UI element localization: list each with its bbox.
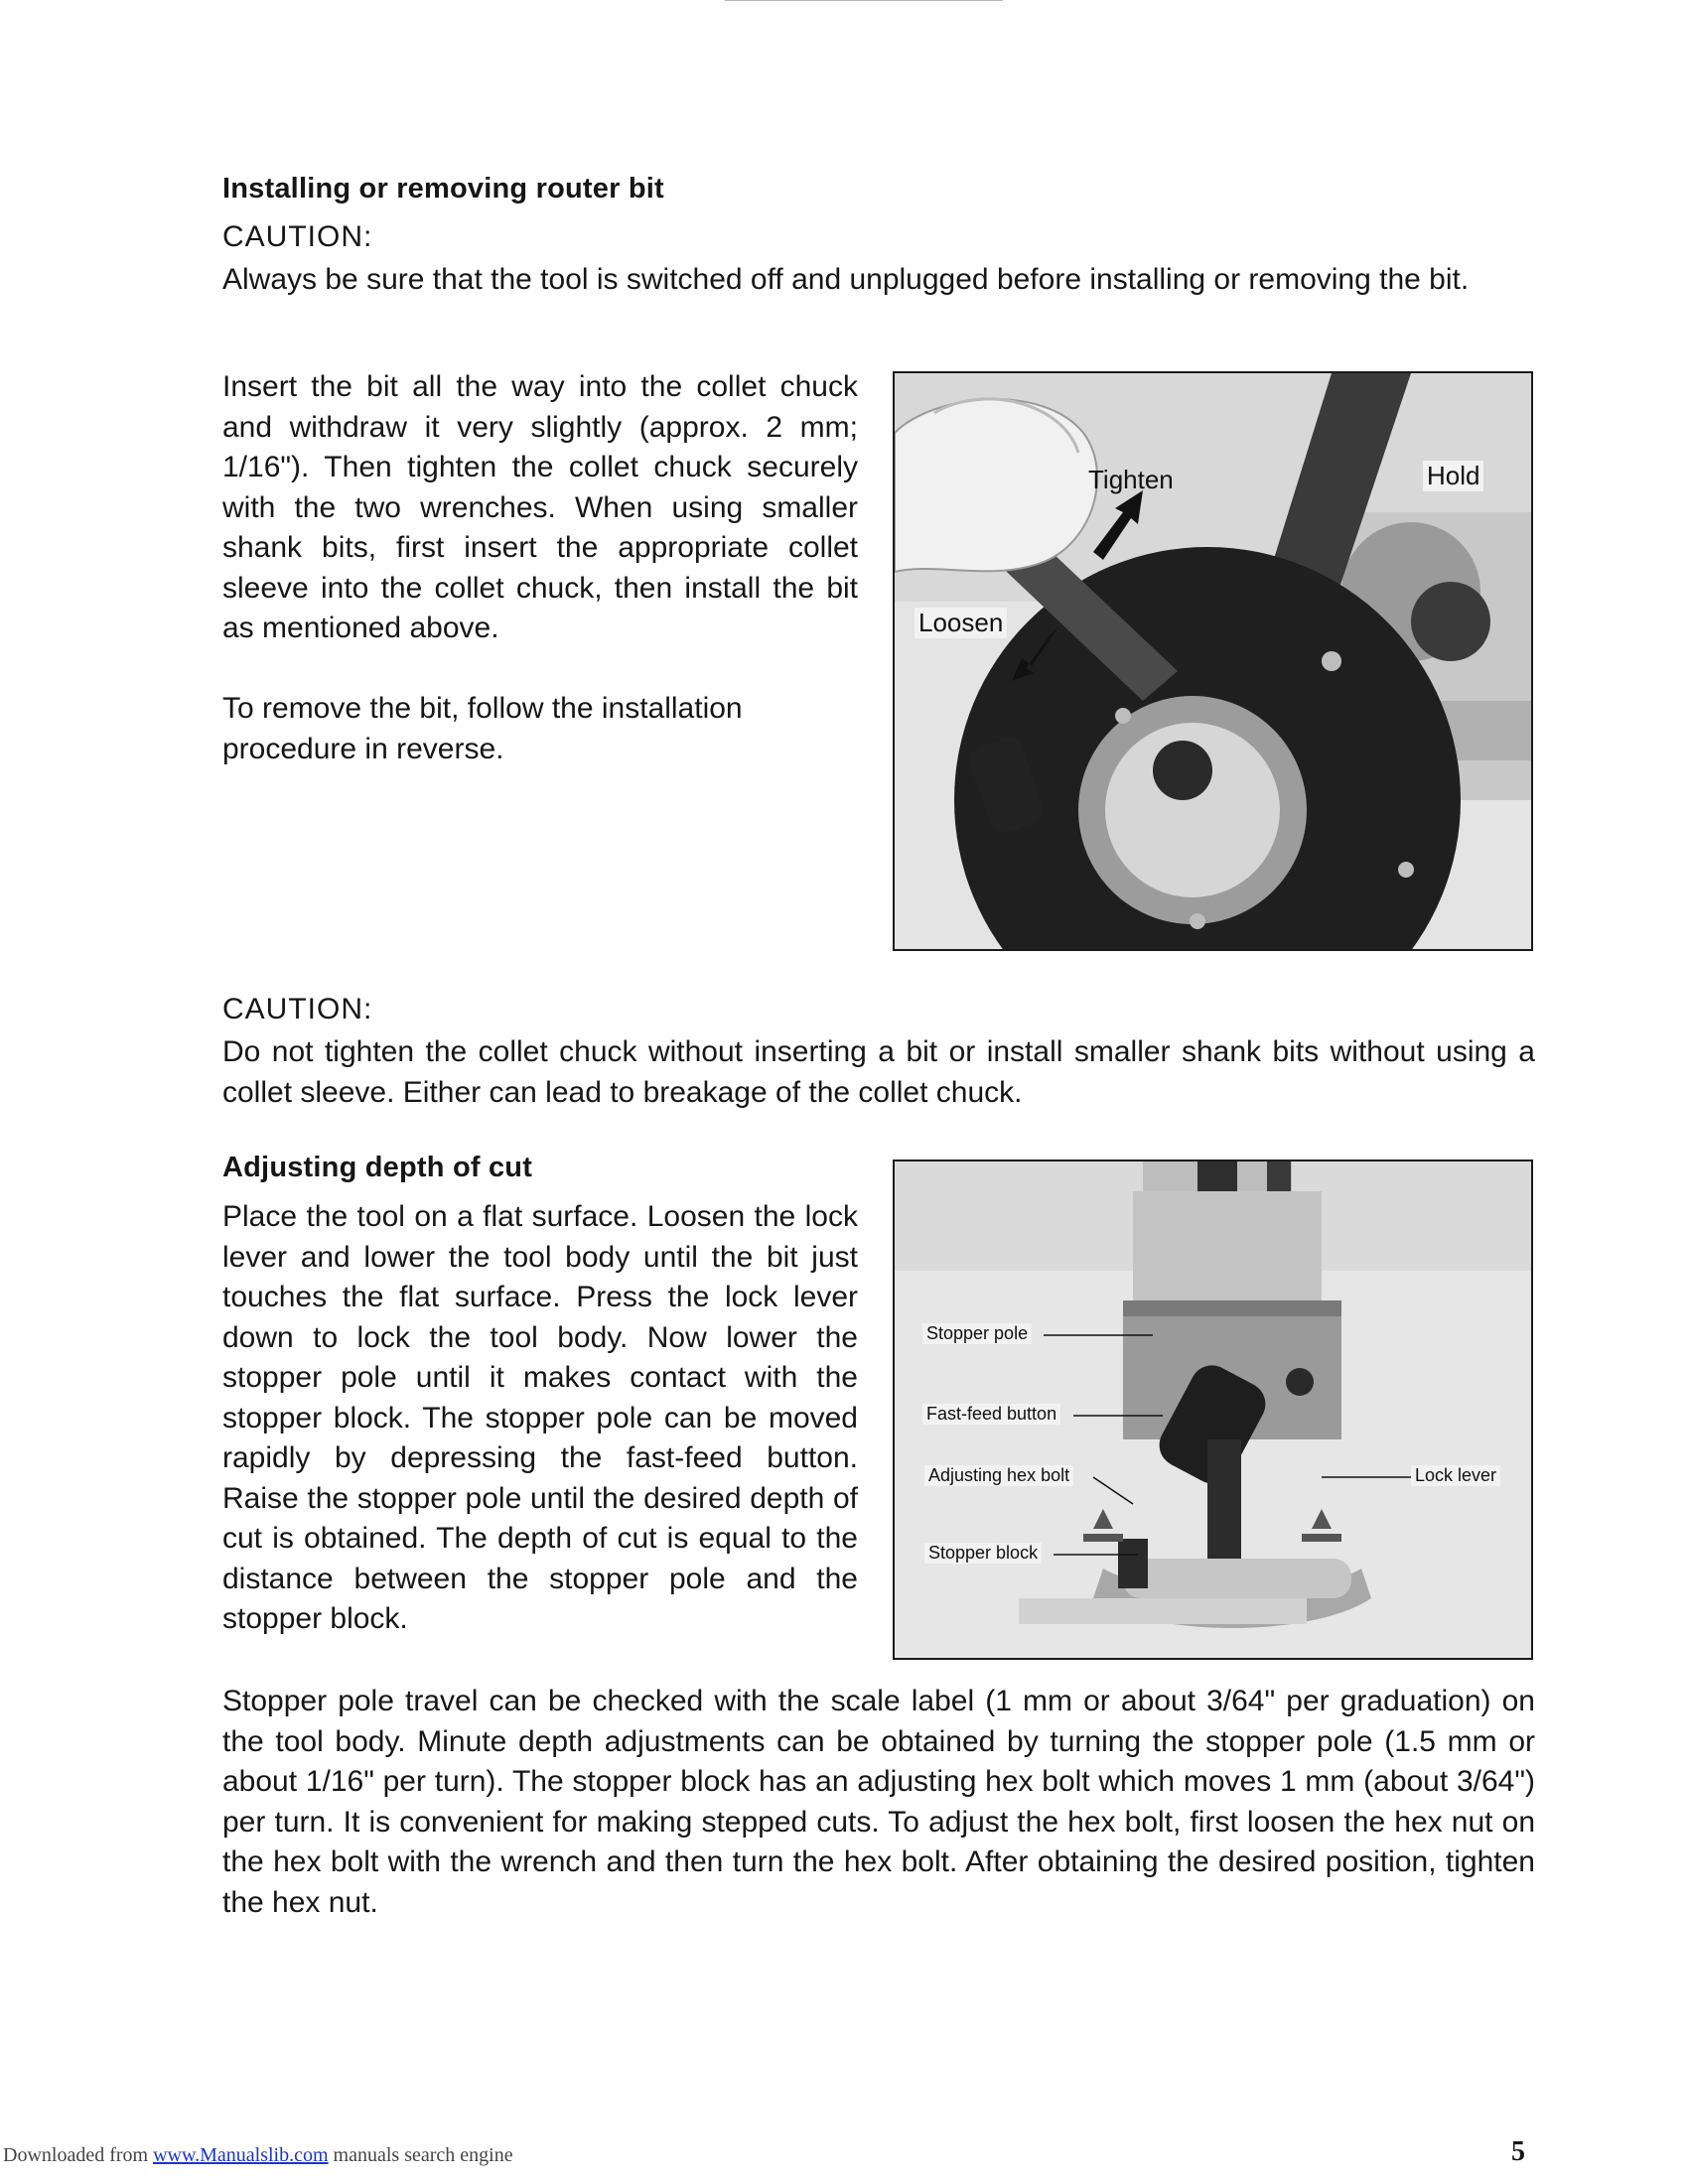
depth-adjustment-photo <box>893 1160 1533 1660</box>
download-footer <box>3 2144 513 2167</box>
depth-of-cut-instructions: Place the tool on a flat surface. Loosen the lock lever and lower the tool body until the bit just touches the flat surface. Press the lock lever down to lock the tool body. Now lower the stopper pole until it makes contact with the stopper block. The stopper pole can be moved rapidly by depressing the fast-feed button. Raise the stopper pole until the desired depth of cut is obtained. The depth of cut is equal to the distance between the stopper pole and the stopper block. <box>222 1200 858 1635</box>
caution-label: CAUTION: <box>222 220 373 253</box>
footer-prefix: Downloaded from <box>3 2144 154 2166</box>
section-heading-depth-of-cut: Adjusting depth of cut <box>222 1152 533 1183</box>
remove-bit-instructions: To remove the bit, follow the installation procedure in reverse. <box>222 692 743 765</box>
footer-suffix: manuals search engine <box>328 2144 513 2166</box>
label-stopper-block: Stopper block <box>924 1543 1042 1564</box>
label-stopper-pole: Stopper pole <box>922 1323 1032 1344</box>
stopper-pole-travel-text: Stopper pole travel can be checked with the scale label (1 mm or about 3/64" per graduation) on the tool body. Minute depth adjustments can be obtained by turning the stopper pole (1.5 mm or about 1/16" per turn). The stopper block has an adjusting hex bolt which moves 1 mm (about 3/64") per turn. It is convenient for making stepped cuts. To adjust the hex bolt, first loosen the hex nut on the hex bolt with the wrench and then turn the hex bolt. After obtaining the desired position, tighten the hex nut. <box>222 1685 1535 1919</box>
caution-text: Always be sure that the tool is switched off and unplugged before installing or removing the bit. <box>222 263 1470 296</box>
collet-chuck-photo <box>893 371 1533 951</box>
label-loosen: Loosen <box>914 608 1007 638</box>
manualslib-link[interactable]: www.Manualslib.com <box>153 2144 329 2166</box>
page-number: 5 <box>1511 2136 1525 2167</box>
caution-text-2: Do not tighten the collet chuck without inserting a bit or install smaller shank bits without using a collet sleeve. Either can lead to breakage of the collet chuck. <box>222 1035 1535 1109</box>
label-hold: Hold <box>1423 461 1483 491</box>
install-bit-instructions: Insert the bit all the way into the collet chuck and withdraw it very slightly (approx. 2 mm; 1/16"). Then tighten the collet chuck securely with the two wrenches. When using smaller shank bits, first insert the appropriate collet sleeve into the collet chuck, then install the bit as mentioned above. <box>222 370 858 644</box>
top-rule <box>725 0 1003 1</box>
collet-chuck-illustration <box>895 373 1531 949</box>
label-tighten: Tighten <box>1088 465 1174 494</box>
caution-label-2: CAUTION: <box>222 993 373 1025</box>
section-heading-installing-bit: Installing or removing router bit <box>222 173 664 205</box>
label-fast-feed-button: Fast-feed button <box>922 1404 1060 1425</box>
label-lock-lever: Lock lever <box>1411 1465 1500 1486</box>
label-adjusting-hex-bolt: Adjusting hex bolt <box>924 1465 1073 1486</box>
